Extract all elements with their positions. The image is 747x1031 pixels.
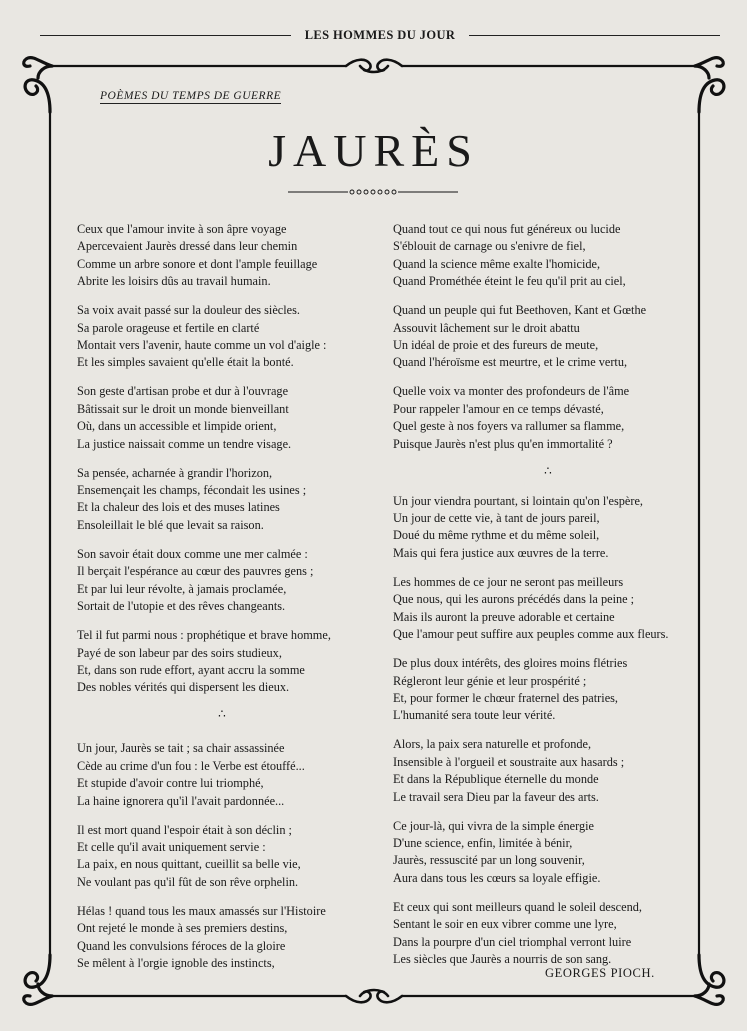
verse-line: Pour rappeler l'amour en ce temps dévasté, (393, 401, 604, 416)
stanza (393, 493, 703, 563)
verse-line: Son savoir était doux comme une mer calmée : (77, 546, 308, 561)
verse-line: Des nobles vérités qui dispersent les dieux. (77, 680, 290, 695)
verse-line: La justice naissait comme un tendre visage. (77, 436, 292, 451)
author-signature: GEORGES PIOCH. (545, 966, 655, 980)
title-ornament-rule (288, 186, 458, 198)
verse-line: Quand la science même exalte l'homicide, (393, 256, 601, 271)
stanza (393, 302, 703, 372)
verse-line: Doué du même rythme et du même soleil, (393, 528, 600, 543)
verse-line: Où, dans un accessible et limpide orient, (77, 419, 277, 434)
stanza (77, 822, 367, 892)
left-column-part-2 (77, 740, 367, 972)
verse-line: Sentant le soir en eux vibrer comme une lyre, (393, 917, 617, 932)
verse-line: Et les simples savaient qu'elle était la bonté. (77, 355, 294, 370)
stanza (393, 736, 703, 806)
verse-line: Ensemençait les champs, fécondait les usines ; (77, 483, 307, 498)
verse-line: D'une science, enfin, limitée à bénir, (393, 835, 573, 850)
verse-line: Alors, la paix sera naturelle et profonde, (393, 737, 592, 752)
verse-line: S'éblouit de carnage ou s'enivre de fiel, (393, 239, 586, 254)
verse-line: Quand les convulsions féroces de la gloire (77, 938, 286, 953)
verse-line: Sa pensée, acharnée à grandir l'horizon, (77, 465, 273, 480)
verse-line: Ce jour-là, qui vivra de la simple énergie (393, 818, 594, 833)
stanza (393, 221, 703, 291)
stanza (393, 655, 703, 725)
verse-line: Ceux que l'amour invite à son âpre voyage (77, 222, 287, 236)
poem-title: JAURÈS (268, 125, 479, 176)
verse-line: Ensoleillait le blé que levait sa raison. (77, 517, 264, 532)
verse-line: L'humanité sera toute leur vérité. (393, 708, 556, 723)
verse-line: Cède au crime d'un fou : le Verbe est étouffé... (77, 758, 305, 773)
stanza (77, 903, 367, 973)
verse-line: La haine ignorera qu'il l'avait pardonnée... (77, 793, 285, 808)
verse-line: Les siècles que Jaurès a nourris de son sang. (393, 951, 612, 966)
verse-line: Insensible à l'orgueil et soustraite aux hasards ; (393, 754, 625, 769)
right-column-part-1 (393, 221, 703, 453)
verse-line: Quelle voix va monter des profondeurs de l'âme (393, 384, 630, 399)
stanza (77, 302, 367, 372)
verse-line: Un jour viendra pourtant, si lointain qu'on l'espère, (393, 493, 643, 508)
verse-line: Il berçait l'espérance au cœur des pauvres gens ; (77, 564, 314, 579)
verse-line: Et, dans son rude effort, ayant accru la somme (77, 662, 305, 677)
verse-line: Puisque Jaurès n'est plus qu'en immortalité ? (393, 436, 613, 451)
verse-line: Assouvit lâchement sur le droit abattu (393, 320, 580, 335)
verse-line: Comme un arbre sonore et dont l'ample feuillage (77, 256, 318, 271)
verse-line: Que l'amour peut suffire aux peuples comme aux fleurs. (393, 627, 669, 642)
verse-line: Quel geste à nos foyers va rallumer sa flamme, (393, 419, 625, 434)
verse-line: Sortait de l'utopie et des rêves changeants. (77, 599, 286, 614)
verse-line: Apercevaient Jaurès dressé dans leur chemin (77, 239, 298, 254)
verse-line: Montait vers l'avenir, haute comme un vol d'aigle : (77, 338, 327, 353)
right-column (393, 221, 703, 980)
verse-line: Quand un peuple qui fut Beethoven, Kant et Gœthe (393, 303, 647, 318)
stanza (393, 818, 703, 888)
verse-line: Sa parole orageuse et fertile en clarté (77, 320, 260, 335)
verse-line: Mais ils auront la preuve adorable et certaine (393, 609, 615, 624)
verse-line: La paix, en nous quittant, cueillit sa belle vie, (77, 857, 301, 872)
running-head (40, 28, 720, 43)
verse-line: Payé de son labeur par des soirs studieux, (77, 645, 282, 660)
stanza (77, 740, 367, 810)
stanza (77, 465, 367, 535)
stanza (77, 383, 367, 453)
verse-line: Un jour, Jaurès se tait ; sa chair assassinée (77, 741, 285, 756)
verse-line: Les hommes de ce jour ne seront pas meilleurs (393, 574, 624, 589)
verse-line: Régleront leur génie et leur prospérité ; (393, 673, 587, 688)
verse-line: Quand l'héroïsme est meurtre, et le crime vertu, (393, 355, 628, 370)
running-head-rule-left (40, 35, 291, 36)
stanza (77, 627, 367, 697)
running-head-title: LES HOMMES DU JOUR (304, 28, 456, 42)
verse-line: Ont rejeté le monde à ses premiers destins, (77, 921, 288, 936)
stanza (393, 383, 703, 453)
verse-line: Un jour de cette vie, à tant de jours pareil, (393, 511, 600, 526)
stanza (393, 899, 703, 969)
verse-line: Sa voix avait passé sur la douleur des siècles. (77, 303, 300, 318)
verse-line: Aura dans tous les cœurs sa loyale effigie. (393, 870, 601, 885)
verse-line: Et stupide d'avoir contre lui triomphé, (77, 776, 264, 791)
verse-line: Bâtissait sur le droit un monde bienveillant (77, 401, 289, 416)
verse-line: Un idéal de proie et des fureurs de meute, (393, 338, 599, 353)
verse-line: Que nous, qui les aurons précédés dans la peine ; (393, 592, 635, 607)
verse-line: Jaurès, ressuscité par un long souvenir, (393, 853, 585, 868)
verse-line: Se mêlent à l'orgie ignoble des instincts, (77, 955, 275, 970)
section-label: POÈMES DU TEMPS DE GUERRE (100, 90, 282, 102)
verse-line: Son geste d'artisan probe et dur à l'ouvrage (77, 384, 289, 399)
verse-line: Tel il fut parmi nous : prophétique et brave homme, (77, 628, 331, 643)
left-column (77, 221, 367, 984)
asterism-separator: ∴ (218, 707, 226, 722)
verse-line: Quand tout ce qui nous fut généreux ou lucide (393, 222, 621, 236)
verse-line: Mais qui fera justice aux œuvres de la terre. (393, 545, 609, 560)
stanza (77, 546, 367, 616)
verse-line: Et, pour former le chœur fraternel des patries, (393, 690, 619, 705)
verse-line: Hélas ! quand tous les maux amassés sur l'Histoire (77, 903, 326, 918)
verse-line: Dans la pourpre d'un ciel triomphal verront luire (393, 934, 632, 949)
verse-line: Et la chaleur des lois et des muses latines (77, 500, 280, 515)
verse-line: Et dans la République éternelle du monde (393, 772, 599, 787)
verse-line: Et ceux qui sont meilleurs quand le soleil descend, (393, 899, 642, 914)
verse-line: Ne voulant pas qu'il fût de son rêve orphelin. (77, 874, 299, 889)
stanza (77, 221, 367, 291)
verse-line: Et par lui leur révolte, à jamais proclamée, (77, 581, 287, 596)
verse-line: De plus doux intérêts, des gloires moins flétries (393, 656, 628, 671)
verse-line: Abrite les loisirs dûs au travail humain. (77, 274, 271, 289)
left-column-part-1 (77, 221, 367, 697)
asterism-separator: ∴ (544, 463, 552, 478)
right-column-part-2 (393, 493, 703, 969)
running-head-rule-right (469, 35, 720, 36)
verse-line: Et celle qu'il avait uniquement servie : (77, 839, 266, 854)
verse-line: Il est mort quand l'espoir était à son déclin ; (77, 822, 292, 837)
verse-line: Quand Prométhée éteint le feu qu'il prit au ciel, (393, 274, 626, 289)
verse-line: Le travail sera Dieu par la faveur des arts. (393, 789, 599, 804)
stanza (393, 574, 703, 644)
